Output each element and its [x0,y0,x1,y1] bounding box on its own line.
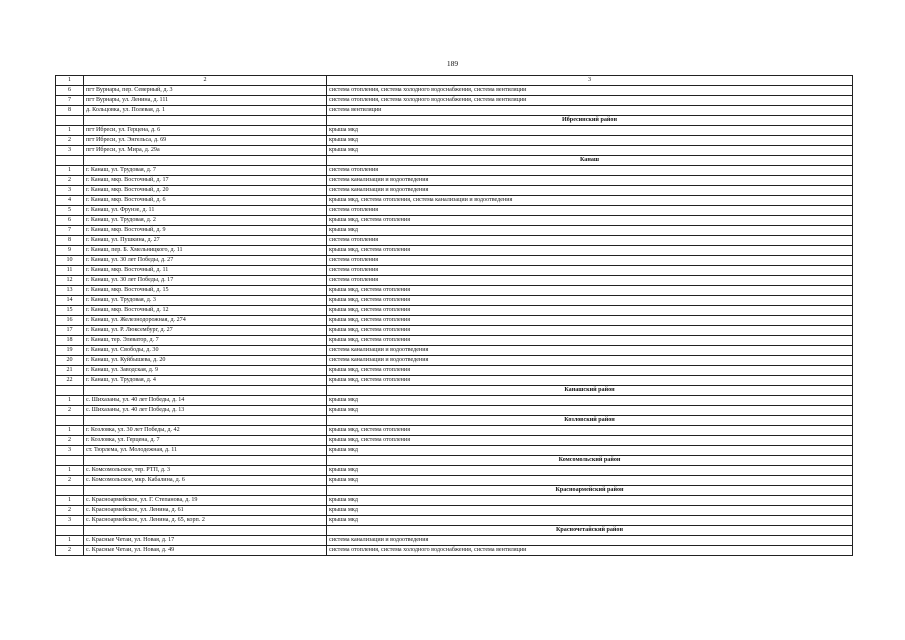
row-address: с. Красные Четаи, ул. Новая, д. 49 [84,546,327,556]
district-title: Канашский район [327,386,853,396]
row-number: 21 [56,366,84,376]
district-header-row [56,486,853,496]
row-work-type: крыша мкд, система отопления [327,366,853,376]
row-address: г. Канаш, ул. Фрунзе, д. 11 [84,206,327,216]
table-row [56,346,853,356]
row-address: г. Козловка, ул. Герцена, д. 7 [84,436,327,446]
row-number: 16 [56,316,84,326]
table-row [56,96,853,106]
row-number: 2 [56,406,84,416]
district-header-row [56,386,853,396]
table-row [56,436,853,446]
row-work-type: крыша мкд [327,466,853,476]
district-title: Красноармейский район [327,486,853,496]
row-work-type: система отопления, система холодного водоснабжения, система вентиляции [327,86,853,96]
row-number: 3 [56,146,84,156]
district-header-blank [56,456,84,466]
row-number: 2 [56,176,84,186]
table-row [56,86,853,96]
table-row [56,506,853,516]
row-address: г. Канаш, ул. Трудовая, д. 2 [84,216,327,226]
row-number: 1 [56,496,84,506]
row-work-type: крыша мкд, система отопления, система канализации и водоотведения [327,196,853,206]
row-work-type: система канализации и водоотведения [327,186,853,196]
row-number: 11 [56,266,84,276]
district-header-blank [84,116,327,126]
row-number: 22 [56,376,84,386]
row-address: пгт Ибреси, ул. Герцена, д. 6 [84,126,327,136]
row-address: с. Красные Четаи, ул. Новая, д. 17 [84,536,327,546]
row-address: г. Канаш, ул. Р. Люксембург, д. 27 [84,326,327,336]
table-row [56,326,853,336]
row-work-type: крыша мкд, система отопления [327,316,853,326]
row-number: 2 [56,136,84,146]
row-address: г. Канаш, ул. Пушкина, д. 27 [84,236,327,246]
table-row [56,516,853,526]
table-row [56,196,853,206]
row-work-type: система канализации и водоотведения [327,356,853,366]
row-number: 8 [56,106,84,116]
row-work-type: крыша мкд, система отопления [327,216,853,226]
row-number: 2 [56,506,84,516]
row-number: 4 [56,196,84,206]
row-number: 1 [56,466,84,476]
table-row [56,336,853,346]
row-address: г. Козловка, ул. 30 лет Победы, д. 42 [84,426,327,436]
row-work-type: крыша мкд [327,136,853,146]
row-address: г. Канаш, ул. Железнодорожная, д. 274 [84,316,327,326]
row-work-type: крыша мкд [327,506,853,516]
row-work-type: крыша мкд, система отопления [327,336,853,346]
row-number: 6 [56,86,84,96]
district-header-blank [56,386,84,396]
row-address: пгт Вурнары, ул. Ленина, д. 111 [84,96,327,106]
row-address: г. Канаш, ул. Куйбышева, д. 20 [84,356,327,366]
row-number: 19 [56,346,84,356]
row-address: г. Канаш, мкр. Восточный, д. 11 [84,266,327,276]
row-number: 1 [56,536,84,546]
row-work-type: крыша мкд, система отопления [327,246,853,256]
row-number: 1 [56,126,84,136]
row-work-type: система отопления [327,276,853,286]
row-number: 2 [56,476,84,486]
district-header-blank [56,526,84,536]
row-number: 10 [56,256,84,266]
row-address: с. Шихазаны, ул. 40 лет Победы, д. 14 [84,396,327,406]
table-row [56,276,853,286]
district-header-blank [84,416,327,426]
row-address: пгт Ибреси, ул. Энгельса, д. 69 [84,136,327,146]
row-work-type: крыша мкд, система отопления [327,376,853,386]
table-row [56,166,853,176]
district-header-blank [84,456,327,466]
table-row [56,296,853,306]
table-row [56,186,853,196]
row-address: г. Канаш, ул. Трудовая, д. 3 [84,296,327,306]
row-work-type: система вентиляции [327,106,853,116]
row-number: 15 [56,306,84,316]
district-header-blank [84,156,327,166]
row-work-type: система отопления [327,206,853,216]
row-address: с. Комсомольское, мкр. Кабалина, д. 6 [84,476,327,486]
row-number: 17 [56,326,84,336]
row-work-type: крыша мкд [327,226,853,236]
table-row [56,236,853,246]
row-number: 18 [56,336,84,346]
row-work-type: крыша мкд [327,516,853,526]
row-number: 13 [56,286,84,296]
row-number: 12 [56,276,84,286]
table-row [56,306,853,316]
row-address: с. Красноармейское, ул. Ленина, д. 61 [84,506,327,516]
row-number: 20 [56,356,84,366]
row-work-type: система канализации и водоотведения [327,536,853,546]
table-row [56,546,853,556]
row-number: 7 [56,96,84,106]
row-address: ст. Тюрлема, ул. Молодежная, д. 11 [84,446,327,456]
row-work-type: система отопления [327,256,853,266]
district-header-row [56,156,853,166]
row-work-type: система отопления, система холодного водоснабжения, система вентиляции [327,96,853,106]
row-address: г. Канаш, пер. Б. Хмельницкого, д. 11 [84,246,327,256]
row-number: 3 [56,446,84,456]
row-address: д. Кольцовка, ул. Полевая, д. 1 [84,106,327,116]
row-number: 2 [56,546,84,556]
row-work-type: система отопления [327,266,853,276]
row-address: г. Канаш, ул. 30 лет Победы, д. 17 [84,276,327,286]
row-work-type: система канализации и водоотведения [327,346,853,356]
row-work-type: система отопления, система холодного водоснабжения, система вентиляции [327,546,853,556]
row-address: г. Канаш, ул. Свободы, д. 30 [84,346,327,356]
row-work-type: крыша мкд, система отопления [327,296,853,306]
district-header-row [56,116,853,126]
table-row [56,216,853,226]
column-header-address: 2 [84,76,327,86]
table-row [56,406,853,416]
district-title: Комсомольский район [327,456,853,466]
row-address: с. Красноармейское, ул. Г. Степанова, д. 19 [84,496,327,506]
row-number: 2 [56,436,84,446]
row-address: г. Канаш, мкр. Восточный, д. 20 [84,186,327,196]
table-row [56,476,853,486]
district-header-blank [84,386,327,396]
row-address: г. Канаш, ул. Трудовая, д. 7 [84,166,327,176]
row-number: 9 [56,246,84,256]
row-number: 3 [56,186,84,196]
table-row [56,366,853,376]
row-address: г. Канаш, мкр. Восточный, д. 15 [84,286,327,296]
row-work-type: крыша мкд, система отопления [327,436,853,446]
row-work-type: крыша мкд [327,476,853,486]
repair-works-table [55,75,853,556]
row-number: 7 [56,226,84,236]
table-row [56,266,853,276]
row-number: 6 [56,216,84,226]
row-number: 1 [56,396,84,406]
table-row [56,206,853,216]
row-address: пгт Ибреси, ул. Мира, д. 29а [84,146,327,156]
table-row [56,446,853,456]
table-row [56,376,853,386]
district-header-blank [84,486,327,496]
district-header-row [56,526,853,536]
table-row [56,496,853,506]
row-work-type: крыша мкд [327,406,853,416]
row-address: с. Шихазаны, ул. 40 лет Победы, д. 13 [84,406,327,416]
row-work-type: система отопления [327,166,853,176]
district-header-blank [84,526,327,536]
row-address: г. Канаш, ул. Заводская, д. 9 [84,366,327,376]
district-header-blank [56,416,84,426]
row-work-type: система канализации и водоотведения [327,176,853,186]
row-work-type: крыша мкд, система отопления [327,326,853,336]
table-row [56,106,853,116]
column-header-number: 1 [56,76,84,86]
table-row [56,146,853,156]
row-work-type: система отопления [327,236,853,246]
table-row [56,356,853,366]
district-header-row [56,456,853,466]
table-row [56,246,853,256]
row-number: 1 [56,426,84,436]
row-address: г. Канаш, тер. Элеватор, д. 7 [84,336,327,346]
table-row [56,256,853,266]
table-row [56,396,853,406]
row-address: г. Канаш, ул. Трудовая, д. 4 [84,376,327,386]
row-work-type: крыша мкд, система отопления [327,306,853,316]
district-header-blank [56,116,84,126]
column-header-work: 3 [327,76,853,86]
row-address: пгт Вурнары, пер. Северный, д. 3 [84,86,327,96]
district-header-blank [56,486,84,496]
table-header-row [56,76,853,86]
row-address: г. Канаш, мкр. Восточный, д. 6 [84,196,327,206]
table-row [56,126,853,136]
district-header-row [56,416,853,426]
district-title: Красночетайский район [327,526,853,536]
row-work-type: крыша мкд [327,496,853,506]
row-work-type: крыша мкд [327,146,853,156]
table-row [56,176,853,186]
row-number: 8 [56,236,84,246]
row-address: г. Канаш, мкр. Восточный, д. 9 [84,226,327,236]
row-work-type: крыша мкд [327,126,853,136]
table-row [56,466,853,476]
row-number: 3 [56,516,84,526]
row-address: с. Комсомольское, тер. РТП, д. 3 [84,466,327,476]
district-title: Канаш [327,156,853,166]
table-row [56,136,853,146]
row-work-type: крыша мкд [327,446,853,456]
row-address: г. Канаш, мкр. Восточный, д. 12 [84,306,327,316]
row-address: с. Красноармейское, ул. Ленина, д. 65, корп. 2 [84,516,327,526]
row-number: 1 [56,166,84,176]
district-header-blank [56,156,84,166]
row-work-type: крыша мкд, система отопления [327,426,853,436]
page-number: 189 [446,59,459,68]
table-row [56,316,853,326]
row-work-type: крыша мкд, система отопления [327,286,853,296]
row-work-type: крыша мкд [327,396,853,406]
district-title: Козловский район [327,416,853,426]
district-title: Ибресинский район [327,116,853,126]
table-row [56,226,853,236]
table-row [56,286,853,296]
table-row [56,426,853,436]
table-row [56,536,853,546]
row-number: 5 [56,206,84,216]
row-address: г. Канаш, ул. 30 лет Победы, д. 27 [84,256,327,266]
row-number: 14 [56,296,84,306]
row-address: г. Канаш, мкр. Восточный, д. 17 [84,176,327,186]
